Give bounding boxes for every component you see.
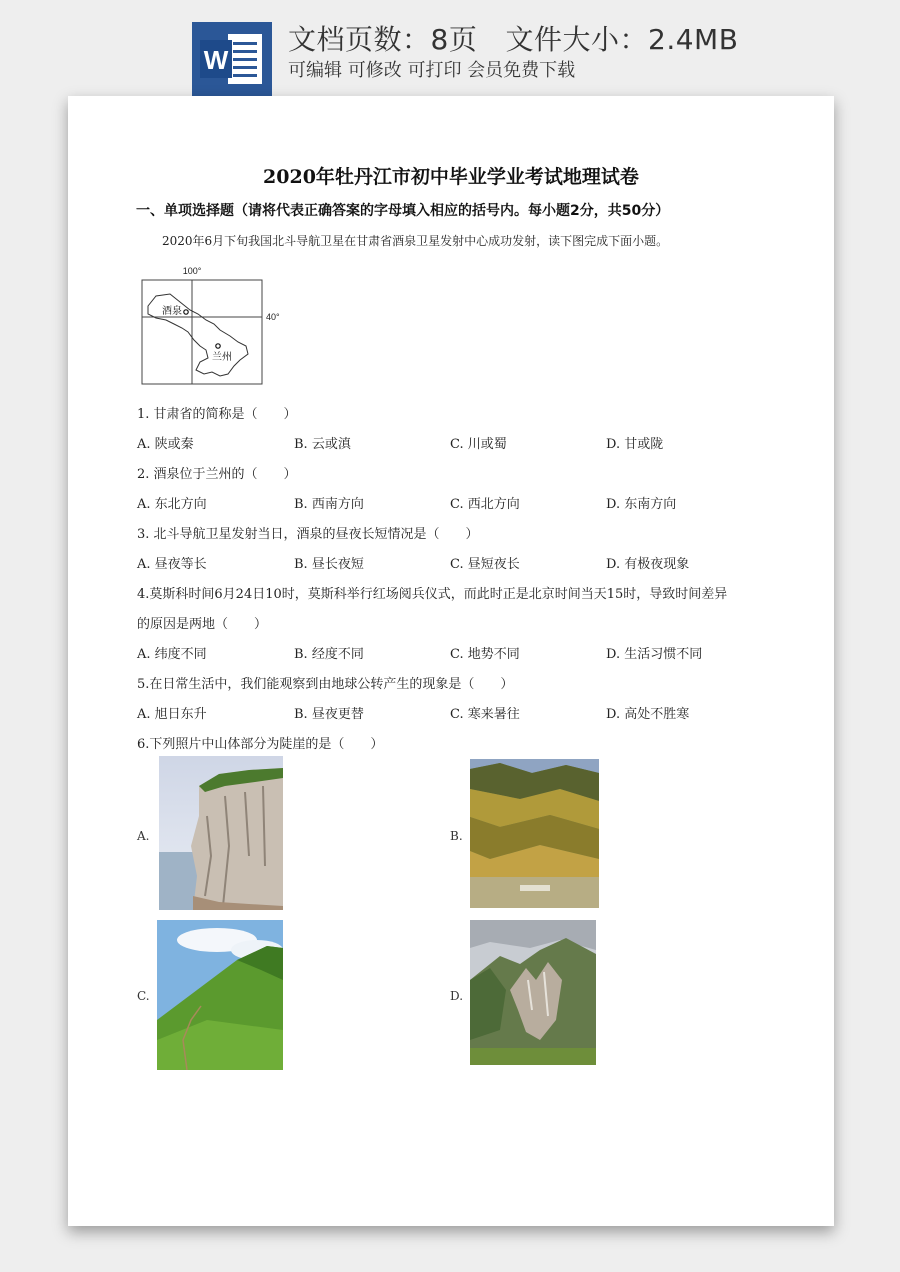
q2-option-a: A. 东北方向 — [137, 497, 207, 512]
q1-option-b: B. 云或滇 — [294, 437, 351, 452]
question-2: 2. 酒泉位于兰州的（ ） — [137, 467, 297, 482]
q4-option-d: D. 生活习惯不同 — [606, 647, 703, 662]
photo-label-c: C. — [137, 989, 150, 1003]
svg-text:100°: 100° — [182, 266, 202, 276]
svg-text:酒泉: 酒泉 — [162, 306, 182, 317]
intro-text: 2020年6月下旬我国北斗导航卫星在甘肃省酒泉卫星发射中心成功发射，读下图完成下面小题。 — [162, 234, 669, 248]
question-4-continued: 的原因是两地（ ） — [137, 617, 268, 632]
svg-text:兰州: 兰州 — [212, 352, 232, 363]
q3-option-a: A. 昼夜等长 — [137, 557, 207, 572]
download-banner — [0, 0, 900, 100]
q5-option-a: A. 旭日东升 — [137, 707, 207, 722]
q3-option-b: B. 昼长夜短 — [294, 557, 364, 572]
photo-label-a: A. — [137, 829, 150, 843]
section-heading: 一、单项选择题（请将代表正确答案的字母填入相应的括号内。每小题2分，共50分） — [136, 203, 670, 219]
word-document-icon — [192, 22, 272, 96]
q1-option-a: A. 陕或秦 — [137, 437, 194, 452]
photo-autumn-mountains — [470, 759, 599, 908]
q2-option-c: C. 西北方向 — [450, 497, 520, 512]
photo-label-b: B. — [450, 829, 463, 843]
photo-green-hill — [157, 920, 283, 1070]
q5-option-c: C. 寒来暑往 — [450, 707, 520, 722]
q5-option-d: D. 高处不胜寒 — [606, 707, 690, 722]
q4-option-b: B. 经度不同 — [294, 647, 364, 662]
q2-option-b: B. 西南方向 — [294, 497, 364, 512]
document-page — [68, 96, 834, 1226]
question-4: 4.莫斯科时间6月24日10时，莫斯科举行红场阅兵仪式，而此时正是北京时间当天15时，导致时间差异 — [137, 587, 728, 602]
doc-info-features: 可编辑 可修改 可打印 会员免费下载 — [288, 60, 576, 81]
q4-option-c: C. 地势不同 — [450, 647, 520, 662]
q1-option-d: D. 甘或陇 — [606, 437, 664, 452]
question-3: 3. 北斗导航卫星发射当日，酒泉的昼夜长短情况是（ ） — [137, 527, 479, 542]
q3-option-c: C. 昼短夜长 — [450, 557, 520, 572]
photo-rocky-mountain — [470, 920, 596, 1065]
q2-option-d: D. 东南方向 — [606, 497, 677, 512]
question-1: 1. 甘肃省的简称是（ ） — [137, 407, 297, 422]
q5-option-b: B. 昼夜更替 — [294, 707, 364, 722]
q3-option-d: D. 有极夜现象 — [606, 557, 690, 572]
photo-sea-cliff — [159, 756, 283, 910]
gansu-map — [134, 266, 294, 388]
q1-option-c: C. 川或蜀 — [450, 437, 507, 452]
q4-option-a: A. 纬度不同 — [137, 647, 207, 662]
doc-info-pages-size: 文档页数：8页 文件大小：2.4MB — [288, 23, 739, 56]
question-6: 6.下列照片中山体部分为陡崖的是（ ） — [137, 737, 384, 752]
svg-text:40°: 40° — [266, 312, 280, 322]
photo-label-d: D. — [450, 989, 464, 1003]
svg-text:W: W — [203, 45, 229, 75]
question-5: 5.在日常生活中，我们能观察到由地球公转产生的现象是（ ） — [137, 677, 514, 692]
exam-title: 2020年牡丹江市初中毕业学业考试地理试卷 — [263, 166, 639, 188]
